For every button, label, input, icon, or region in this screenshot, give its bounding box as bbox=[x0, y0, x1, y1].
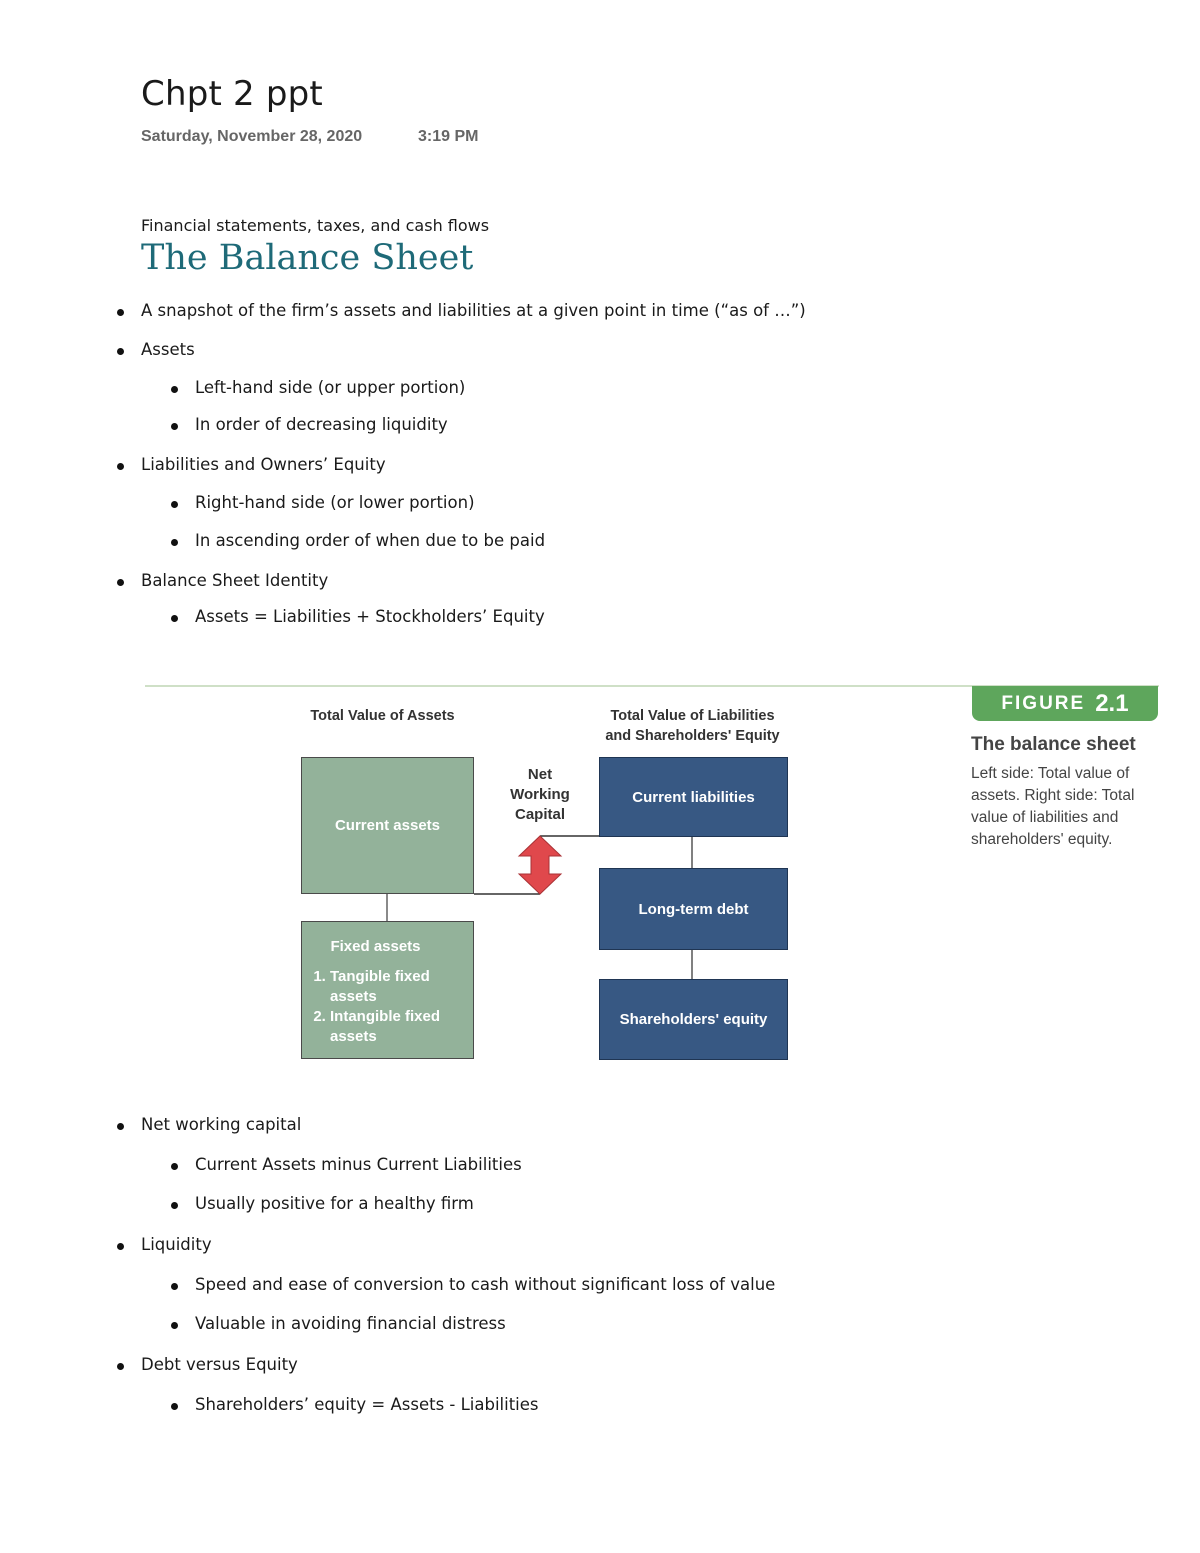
fixed-assets-item bbox=[330, 967, 440, 1007]
nwc-label-line2: Working bbox=[510, 786, 570, 803]
current-liabilities-box: Current liabilities bbox=[599, 757, 788, 837]
list-item: Net working capital bbox=[141, 1115, 302, 1134]
double-arrow-icon bbox=[519, 836, 561, 894]
figure-badge-word: FIGURE bbox=[1001, 692, 1086, 714]
list-item: A snapshot of the firm’s assets and liabilities at a given point in time (“as of …”) bbox=[141, 301, 806, 320]
nwc-label bbox=[500, 765, 580, 825]
fixed-assets-item bbox=[330, 1007, 440, 1047]
fixed-item2-line1: Intangible fixed bbox=[330, 1008, 441, 1025]
list-item: Assets bbox=[141, 340, 195, 359]
list-item: Liquidity bbox=[141, 1235, 212, 1254]
fixed-item1-line1: Tangible fixed bbox=[330, 968, 430, 985]
subtitle: Financial statements, taxes, and cash flows bbox=[141, 216, 490, 235]
page-title: Chpt 2 ppt bbox=[141, 74, 323, 114]
nwc-label-line1: Net bbox=[527, 766, 553, 783]
fixed-assets-box bbox=[301, 921, 474, 1059]
page-date: Saturday, November 28, 2020 bbox=[141, 128, 363, 145]
list-item: Balance Sheet Identity bbox=[141, 571, 329, 590]
list-item: In ascending order of when due to be paid bbox=[195, 531, 546, 550]
fixed-item2-line2: assets bbox=[330, 1028, 377, 1045]
list-item: Right-hand side (or lower portion) bbox=[195, 493, 475, 512]
page-time: 3:19 PM bbox=[418, 128, 479, 145]
nwc-label-line3: Capital bbox=[514, 806, 565, 823]
list-item: Liabilities and Owners’ Equity bbox=[141, 455, 386, 474]
liabilities-header-line1: Total Value of Liabilities bbox=[610, 708, 775, 724]
list-item: Valuable in avoiding financial distress bbox=[195, 1314, 506, 1333]
figure-badge-number: 2.1 bbox=[1095, 689, 1129, 717]
fixed-assets-list bbox=[310, 967, 440, 1047]
fixed-item1-line2: assets bbox=[330, 988, 377, 1005]
list-item: Speed and ease of conversion to cash without significant loss of value bbox=[195, 1275, 776, 1294]
shareholders-equity-box: Shareholders' equity bbox=[599, 979, 788, 1060]
list-item: Left-hand side (or upper portion) bbox=[195, 378, 466, 397]
figure-caption-title: The balance sheet bbox=[971, 734, 1136, 755]
figure-caption-text: Left side: Total value of assets. Right side: Total value of liabilities and shareholders' equity. bbox=[971, 765, 1135, 848]
section-heading: The Balance Sheet bbox=[141, 238, 474, 278]
list-item: In order of decreasing liquidity bbox=[195, 415, 448, 434]
list-item: Shareholders’ equity = Assets - Liabilities bbox=[195, 1395, 539, 1414]
list-item: Current Assets minus Current Liabilities bbox=[195, 1155, 522, 1174]
long-term-debt-box: Long-term debt bbox=[599, 868, 788, 950]
list-item: Usually positive for a healthy firm bbox=[195, 1194, 474, 1213]
liabilities-header-line2: and Shareholders' Equity bbox=[605, 728, 780, 744]
fixed-assets-title: Fixed assets bbox=[330, 938, 421, 955]
list-item: Assets = Liabilities + Stockholders’ Equity bbox=[195, 607, 545, 626]
assets-header: Total Value of Assets bbox=[310, 708, 455, 724]
current-assets-box: Current assets bbox=[301, 757, 474, 894]
list-item: Debt versus Equity bbox=[141, 1355, 298, 1374]
